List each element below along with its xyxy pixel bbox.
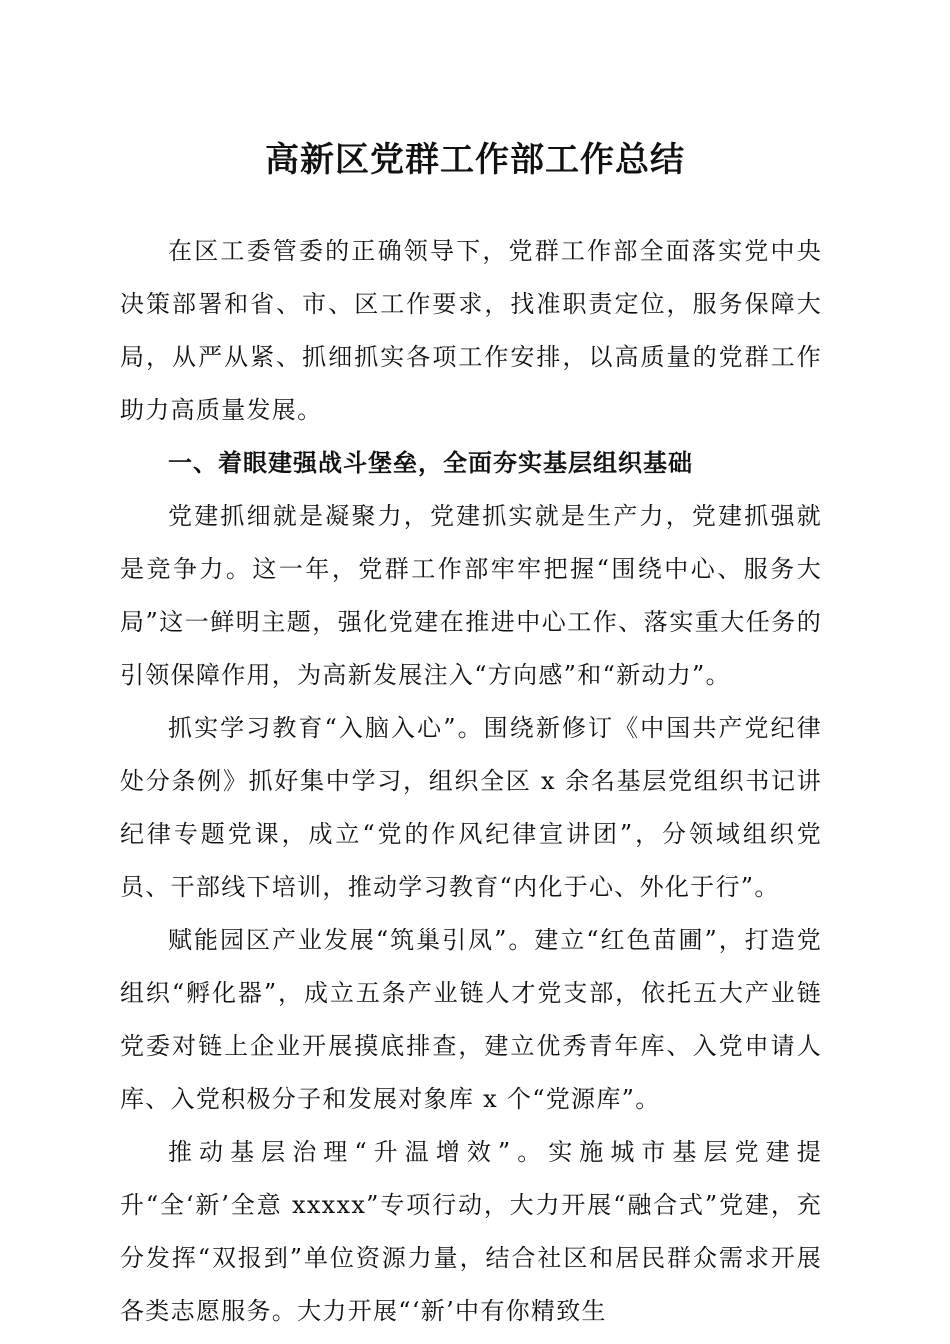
body-paragraph: 赋能园区产业发展“筑巢引凤”。建立“红色苗圃”，打造党组织“孵化器”，成立五条产业链人才党支部，依托五大产业链党委对链上企业开展摸底排查，建立优秀青年库、入党申请人库、入党积极分子和发展对象库 x 个“党源库”。 [120,926,822,1113]
body-paragraph: 党建抓细就是凝聚力，党建抓实就是生产力，党建抓强就是竞争力。这一年，党群工作部牢牢把握“围绕中心、服务大局”这一鲜明主题，强化党建在推进中心工作、落实重大任务的引领保障作用，为高新发展注入“方向感”和“新动力”。 [120,502,822,689]
body-paragraph: 抓实学习教育“入脑入心”。围绕新修订《中国共产党纪律处分条例》抓好集中学习，组织全区 x 余名基层党组织书记讲纪律专题党课，成立“党的作风纪律宣讲团”，分领域组织党员、干部线下培训，推动学习教育“内化于心、外化于行”。 [120,714,822,901]
section-heading: 一、着眼建强战斗堡垒，全面夯实基层组织基础 [168,449,693,477]
document-title: 高新区党群工作部工作总结 [265,140,685,180]
intro-paragraph: 在区工委管委的正确领导下，党群工作部全面落实党中央决策部署和省、市、区工作要求，找准职责定位，服务保障大局，从严从紧、抓细抓实各项工作安排，以高质量的党群工作助力高质量发展。 [120,237,822,424]
body-paragraph: 推动基层治理“升温增效”。实施城市基层党建提升“全‘新’全意 xxxxx”专项行动，大力开展“融合式”党建，充分发挥“双报到”单位资源力量，结合社区和居民群众需求开展各类志愿服务。大力开展“‘新’中有你精致生 [120,1138,822,1325]
document-body [120,225,822,1338]
